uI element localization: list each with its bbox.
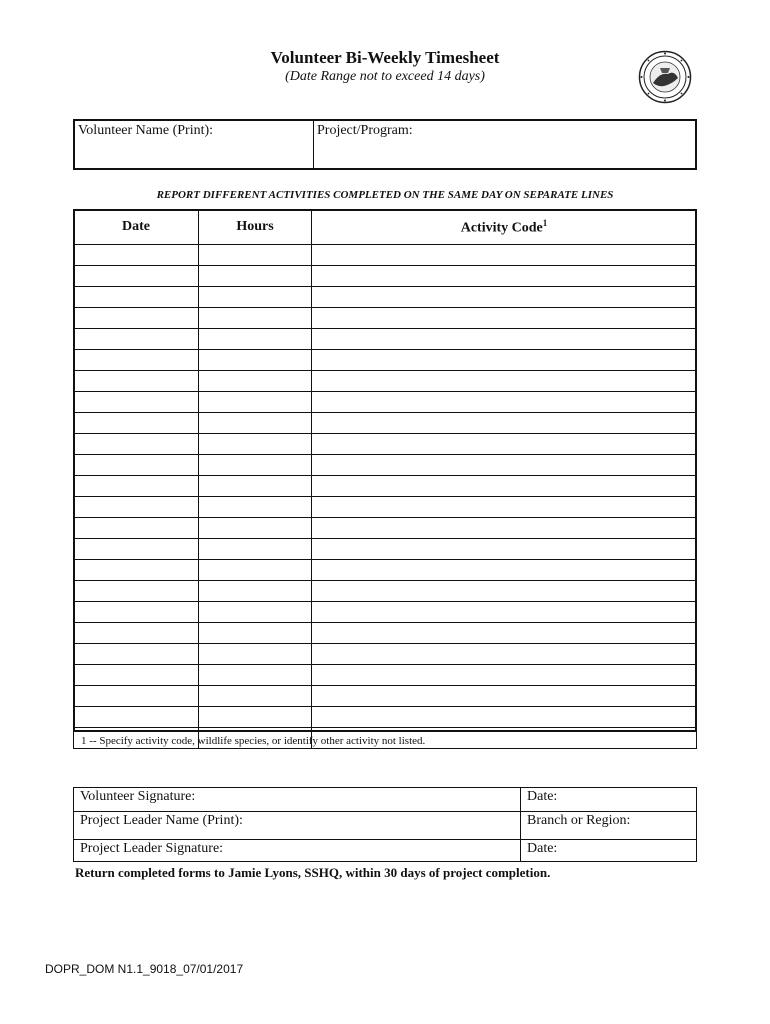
project-program-field[interactable] [314,121,695,168]
page-subtitle: (Date Range not to exceed 14 days) [285,69,485,84]
activity-code-cell[interactable] [312,329,697,350]
hours-cell[interactable] [199,560,312,581]
date-cell[interactable] [74,287,199,308]
table-row [74,329,697,350]
hours-cell[interactable] [199,350,312,371]
activity-code-cell[interactable] [312,434,697,455]
activity-code-cell[interactable] [312,497,697,518]
table-row [74,350,697,371]
volunteer-name-label: Volunteer Name (Print): [78,123,214,138]
table-row [74,497,697,518]
hours-cell[interactable] [199,266,312,287]
activity-code-cell[interactable] [312,602,697,623]
hours-cell[interactable] [199,245,312,266]
date-cell[interactable] [74,329,199,350]
date-cell[interactable] [74,392,199,413]
activity-code-cell[interactable] [312,644,697,665]
return-instruction: Return completed forms to Jamie Lyons, SSHQ, within 30 days of project completion. [75,865,551,880]
table-row [74,518,697,539]
activity-code-cell[interactable] [312,560,697,581]
hours-column-header: Hours [199,210,312,245]
table-row [74,644,697,665]
date-cell[interactable] [74,644,199,665]
table-row [74,245,697,266]
volunteer-signature-field[interactable]: Volunteer Signature: [74,788,521,812]
hours-cell[interactable] [199,623,312,644]
separate-lines-notice: REPORT DIFFERENT ACTIVITIES COMPLETED ON THE SAME DAY ON SEPARATE LINES [156,189,614,201]
hours-cell[interactable] [199,581,312,602]
volunteer-signature-date-field[interactable]: Date: [521,788,697,812]
project-leader-signature-field[interactable]: Project Leader Signature: [74,840,521,862]
table-row [74,707,697,728]
volunteer-name-field[interactable] [75,121,314,168]
table-row [74,308,697,329]
hours-cell[interactable] [199,707,312,728]
table-row [74,665,697,686]
activity-footnote: 1 -- Specify activity code, wildlife species, or identify other activity not listed. [81,735,426,747]
table-row [74,581,697,602]
table-row [74,287,697,308]
date-cell[interactable] [74,308,199,329]
table-row [74,455,697,476]
activity-code-cell[interactable] [312,413,697,434]
project-leader-name-field[interactable]: Project Leader Name (Print): [74,812,521,840]
state-seal-icon [638,50,692,104]
hours-cell[interactable] [199,665,312,686]
date-column-header: Date [74,210,199,245]
date-cell[interactable] [74,266,199,287]
date-cell[interactable] [74,434,199,455]
activity-code-cell[interactable] [312,392,697,413]
date-cell[interactable] [74,497,199,518]
table-row [74,686,697,707]
activity-code-cell[interactable] [312,371,697,392]
activity-code-cell[interactable] [312,266,697,287]
table-row [74,371,697,392]
activity-code-cell[interactable] [312,581,697,602]
date-cell[interactable] [74,476,199,497]
branch-region-field[interactable]: Branch or Region: [521,812,697,840]
activity-code-cell[interactable] [312,476,697,497]
activity-code-cell[interactable] [312,623,697,644]
activity-table [73,209,697,749]
signature-table [73,787,697,862]
activity-code-cell[interactable] [312,518,697,539]
activity-code-cell[interactable] [312,539,697,560]
date-cell[interactable] [74,560,199,581]
hours-cell[interactable] [199,644,312,665]
page-title: Volunteer Bi-Weekly Timesheet [270,48,500,67]
activity-code-cell[interactable] [312,308,697,329]
hours-cell[interactable] [199,329,312,350]
date-cell[interactable] [74,602,199,623]
date-cell[interactable] [74,455,199,476]
hours-cell[interactable] [199,602,312,623]
table-row [74,476,697,497]
date-cell[interactable] [74,245,199,266]
date-cell[interactable] [74,371,199,392]
table-row [74,413,697,434]
hours-cell[interactable] [199,686,312,707]
date-cell[interactable] [74,623,199,644]
activity-code-cell[interactable] [312,245,697,266]
table-row [74,539,697,560]
table-row [74,560,697,581]
activity-code-cell[interactable] [312,455,697,476]
table-row [74,266,697,287]
hours-cell[interactable] [199,518,312,539]
hours-cell[interactable] [199,392,312,413]
form-id: DOPR_DOM N1.1_9018_07/01/2017 [45,962,244,976]
activity-code-cell[interactable] [312,707,697,728]
date-cell[interactable] [74,707,199,728]
date-cell[interactable] [74,539,199,560]
date-cell[interactable] [74,518,199,539]
activity-code-cell[interactable] [312,665,697,686]
hours-cell[interactable] [199,287,312,308]
date-cell[interactable] [74,665,199,686]
volunteer-info-box [73,119,697,170]
hours-cell[interactable] [199,308,312,329]
hours-cell[interactable] [199,371,312,392]
table-row [74,602,697,623]
date-cell[interactable] [74,413,199,434]
activity-code-column-header: Activity Code$^1$ [312,210,697,245]
hours-cell[interactable] [199,497,312,518]
activity-code-cell[interactable] [312,686,697,707]
project-program-label: Project/Program: [317,123,413,138]
table-row [74,392,697,413]
hours-cell[interactable] [199,539,312,560]
date-cell[interactable] [74,686,199,707]
hours-cell[interactable] [199,434,312,455]
date-cell[interactable] [74,581,199,602]
date-cell[interactable] [74,350,199,371]
activity-code-cell[interactable] [312,287,697,308]
table-row [74,623,697,644]
project-leader-signature-date-field[interactable]: Date: [521,840,697,862]
hours-cell[interactable] [199,476,312,497]
table-row [74,434,697,455]
hours-cell[interactable] [199,413,312,434]
hours-cell[interactable] [199,455,312,476]
activity-code-cell[interactable] [312,350,697,371]
